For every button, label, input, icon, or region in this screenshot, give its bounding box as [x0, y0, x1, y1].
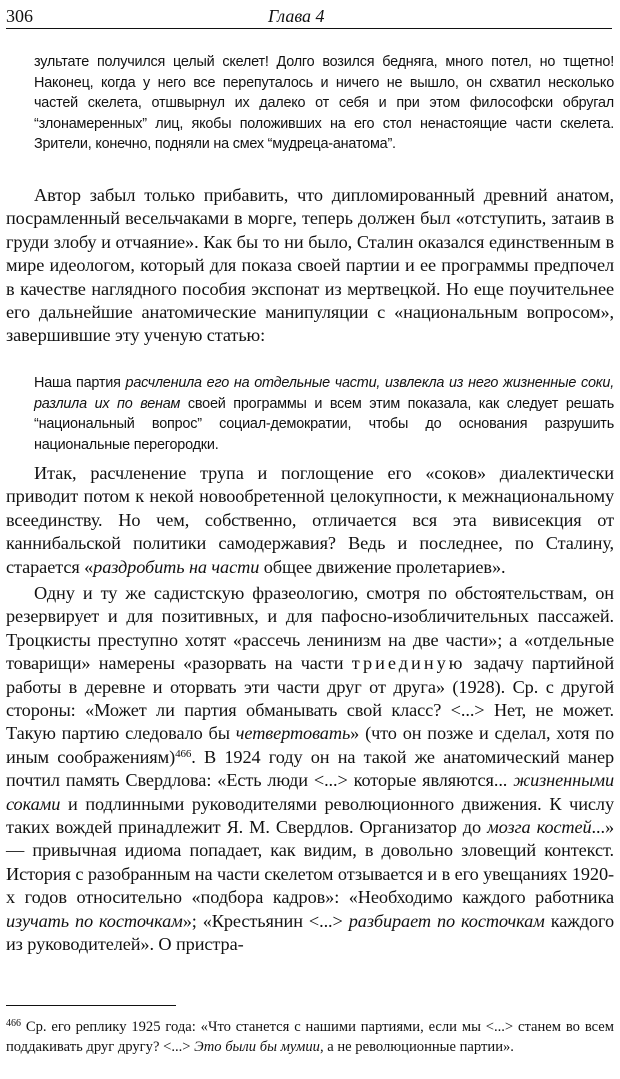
emphasis-juices: жизненными соками: [6, 770, 614, 814]
footnote-divider: [6, 1005, 176, 1006]
running-header: [6, 6, 612, 29]
block-quote-party: Наша партия расчленила его на отдельные части, извлекла из него жизненные соки, разлила их по венам своей программы и всем этим показала, как следует решать “национальный вопрос” социал-демократии, чтобы до основания разрушить национальные перегородки.: [34, 375, 614, 453]
paragraph-dismemberment: Итак, расчленение трупа и поглощение его «соков» диалектически приводит потом к некой новообретенной целокупности, к межнациональному всеединству. Но чем, собственно, отличается вся эта вивисекция от каннибальской политики самодержавия? Ведь и последнее, по Сталину, старается «раздробить на части общее движение пролетариев».: [6, 463, 614, 577]
page-number: 306: [6, 6, 33, 26]
paragraph-anatomist: [6, 184, 614, 348]
paragraph-phraseology: Одну и ту же садистскую фразеологию, смотря по обстоятельствам, он резервирует и для позитивных, и для пафосно-изобличительных пассажей. Троцкисты преступно хотят «рассечь ленинизм на две части»; а «отдельные товарищи» намерены «разорвать на части триединую задачу партийной работы в деревне и оторвать эти части друг от друга» (1928). Ср. с другой стороны: «Может ли партия обманывать свой класс? <...> Нет, не может. Такую партию следовало бы четвертовать» (что он позже и сделал, хотя по иным соображениям)$^{466}$. В 1924 году он на такой же анатомический манер почтил память Свердлова: «Есть люди <...> которые являются... жизненными соками и подлинными руководителями революционного движения. К числу таких вождей принадлежит Я. М. Свердлов. Организатор до мозга костей...» — привычная идиома попадает, как видим, в довольно зловещий контекст. История с разобранным на части скелетом отзывается и в его увещаниях 1920-х годов относительно «подбора кадров»: «Необходимо каждого работника изучать по косточкам»; «Крестьянин <...> разбирает по косточкам каждого из руководителей». О пристра-: [6, 583, 615, 955]
emphasis-picks-apart: разбирает по косточкам: [348, 910, 545, 931]
emphasis-fragment: раздробить на части: [93, 556, 260, 577]
block-quote-skeleton: зультате получился целый скелет! Долго возился бедняга, много потел, но тщетно! Наконец, когда у него все перепуталось и ничего не вышло, он схватил несколько частей скелета, отшвырнул их далеко от себя и при этом философски обругал “злонамеренных” лиц, якобы положивших на его стол ненастоящие части скелета. Зрители, конечно, подняли на смех “мудреца-анатома”.: [34, 54, 614, 153]
emphasis-quarter: четвертовать: [235, 723, 351, 744]
footnote: $^{466}$ Ср. его реплику 1925 года: «Что станется с нашими партиями, если мы <...> станем во всем поддакивать друг другу? <...> Это были бы мумии, а не революционные партии».: [6, 1018, 614, 1055]
book-page: [6, 0, 614, 1079]
emphasis-bone: мозга костей: [487, 817, 592, 838]
emphasis-dismember: расчленила его на отдельные части, извлекла из него жизненные соки, разлила их по венам: [34, 375, 614, 412]
emphasis-study-bones: изучать по косточкам: [6, 910, 183, 931]
paragraph-text: Автор забыл только прибавить, что дипломированный древний анатом, посрамленный весельчаками в морге, теперь должен был «отступить, затаив в груди злобу и отчаяние». Как бы то ни было, Сталин оказался единственным в мире идеологом, который для показа своей партии и ее программы предпочел в качестве наглядного пособия экспонат из мертвецкой. Но еще поучительнее его дальнейшие анатомические манипуляции с «национальным вопросом», завершившие эту ученую статью:: [6, 185, 614, 346]
emphasis-mummies: Это были бы мумии: [194, 1038, 320, 1055]
spaced-word: триединую: [351, 653, 466, 674]
footnote-number: 466: [6, 1018, 21, 1029]
footnote-reference[interactable]: 466: [175, 747, 192, 760]
chapter-title: Глава 4: [268, 6, 325, 26]
